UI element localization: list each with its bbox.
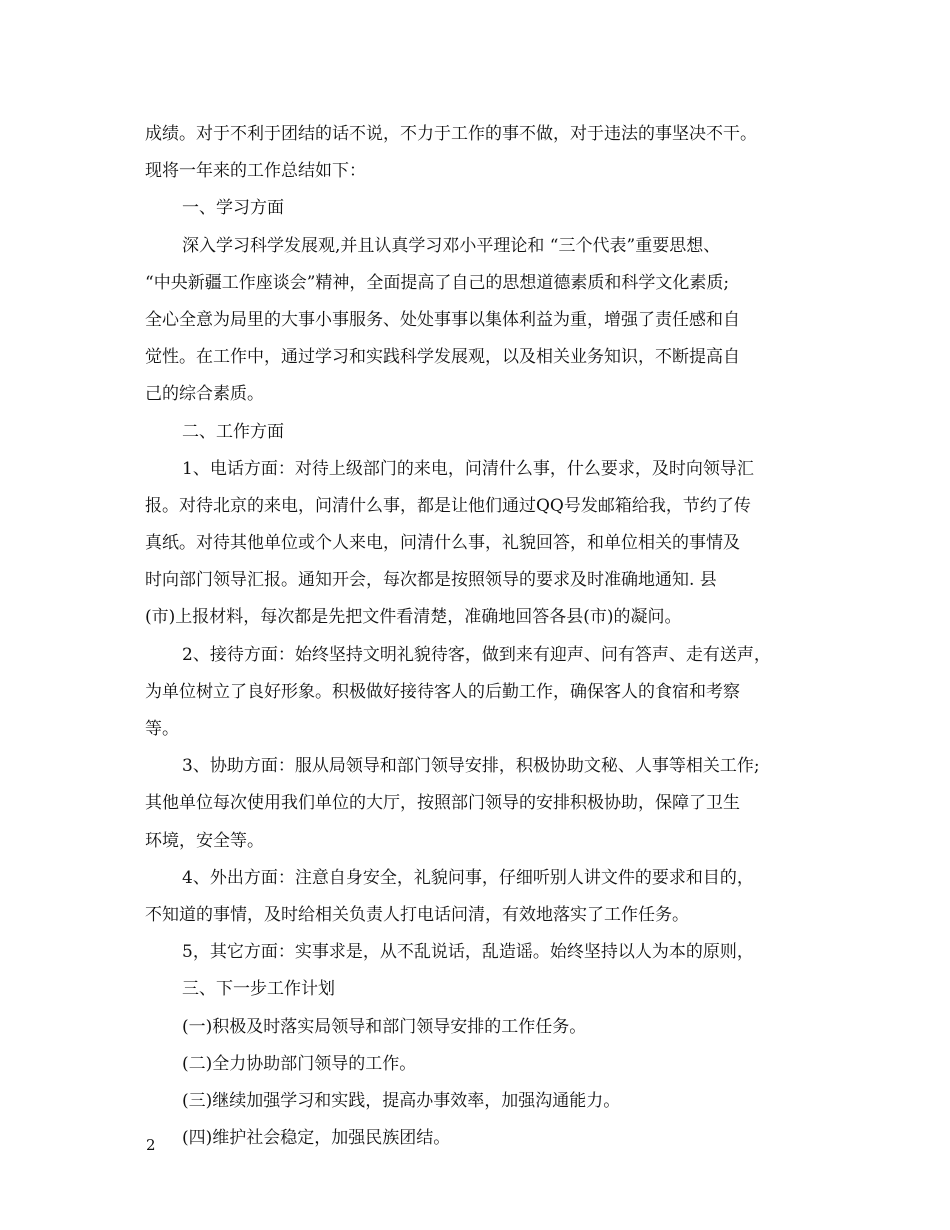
section-heading-next-plan: 三、下一步工作计划	[182, 979, 335, 1000]
plan-item: (二)全力协助部门领导的工作。	[182, 1053, 417, 1074]
plan-item: (四)维护社会稳定，加强民族团结。	[182, 1128, 451, 1149]
body-line: 其他单位每次使用我们单位的大厅，按照部门领导的安排积极协助，保障了卫生	[145, 793, 740, 814]
body-line: 全心全意为局里的大事小事服务、处处事事以集体利益为重，增强了责任感和自	[145, 309, 740, 330]
plan-item: (一)积极及时落实局领导和部门领导安排的工作任务。	[182, 1016, 587, 1037]
body-line: 等。	[145, 719, 179, 739]
body-line: 5，其它方面：实事求是，从不乱说话，乱造谣。始终坚持以人为本的原则，	[182, 942, 754, 963]
body-line: 觉性。在工作中，通过学习和实践科学发展观，以及相关业务知识，不断提高自	[145, 347, 740, 368]
body-line: 真纸。对待其他单位或个人来电，问清什么事，礼貌回答，和单位相关的事情及	[145, 533, 740, 554]
body-line: 环境，安全等。	[145, 830, 264, 851]
body-line: 不知道的事情，及时给相关负责人打电话问清，有效地落实了工作任务。	[145, 904, 689, 925]
body-line: 为单位树立了良好形象。积极做好接待客人的后勤工作，确保客人的食宿和考察	[145, 681, 740, 702]
body-line: (市)上报材料，每次都是先把文件看清楚，准确地回答各县(市)的凝问。	[145, 607, 682, 628]
body-line: 4、外出方面：注意自身安全，礼貌问事，仔细听别人讲文件的要求和目的，	[182, 867, 754, 888]
body-line: 2、接待方面：始终坚持文明礼貌待客，做到来有迎声、问有答声、走有送声，	[182, 644, 771, 665]
document-body	[145, 121, 810, 1162]
body-line: 成绩。对于不利于团结的话不说，不力于工作的事不做，对于违法的事坚决不干。	[145, 124, 757, 144]
section-heading-work: 二、工作方面	[182, 421, 284, 442]
section-heading-study: 一、学习方面	[182, 198, 284, 219]
body-line: 时向部门领导汇报。通知开会，每次都是按照领导的要求及时准确地通知. 县	[145, 570, 717, 591]
body-line: “中央新疆工作座谈会”精神，全面提高了自己的思想道德素质和科学文化素质;	[145, 272, 730, 293]
body-line: 3、协助方面：服从局领导和部门领导安排，积极协助文秘、人事等相关工作;	[182, 756, 760, 777]
plan-item: (三)继续加强学习和实践，提高办事效率，加强沟通能力。	[182, 1090, 621, 1111]
body-line: 深入学习科学发展观,并且认真学习邓小平理论和 “三个代表”重要思想、	[182, 235, 721, 256]
body-line: 1、电话方面：对待上级部门的来电，问清什么事，什么要求，及时向领导汇	[182, 458, 754, 479]
body-line: 报。对待北京的来电，问清什么事，都是让他们通过QQ号发邮箱给我，节约了传	[145, 495, 751, 516]
body-line: 己的综合素质。	[145, 384, 264, 405]
page-number: 2	[146, 1136, 156, 1154]
body-line: 现将一年来的工作总结如下：	[145, 161, 366, 182]
